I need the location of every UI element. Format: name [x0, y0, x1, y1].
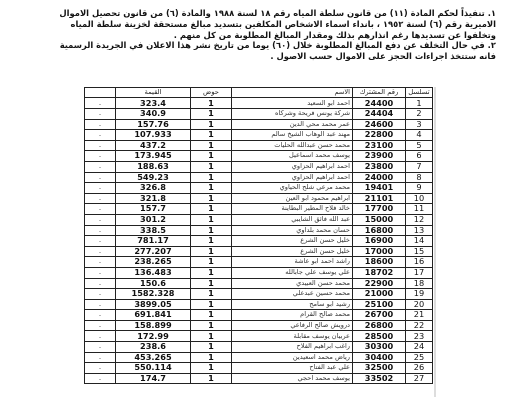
cell-name: مهند عبد الوهاب الشيخ سالم — [232, 130, 353, 141]
cell-name: علي يوسف علي جابالله — [232, 267, 353, 278]
cell-seq: 5 — [406, 140, 433, 151]
table-row — [85, 204, 433, 215]
cell-name: محمد حسين عبدعلي — [232, 289, 353, 300]
cell-seq: 10 — [406, 193, 433, 204]
table-row — [85, 310, 433, 321]
cell-account: 18702 — [353, 267, 406, 278]
cell-name: رياض محمد اسعيدين — [232, 352, 353, 363]
table-row — [85, 236, 433, 247]
cell-value: 173.945 — [116, 151, 191, 162]
cell-account: 18600 — [353, 257, 406, 268]
cell-value: 172.99 — [116, 331, 191, 342]
cell-seq: 18 — [406, 278, 433, 289]
cell-name: رشيد ابو سامح — [232, 299, 353, 310]
cell-name: يوسف محمد احجي — [232, 373, 353, 384]
header-zone: حوض — [191, 88, 232, 98]
debtors-table — [84, 87, 433, 384]
table-row — [85, 193, 433, 204]
table-row — [85, 119, 433, 130]
cell-seq: 7 — [406, 161, 433, 172]
cell-value: 188.63 — [116, 161, 191, 172]
cell-seq: 26 — [406, 363, 433, 374]
cell-value: 691.841 — [116, 310, 191, 321]
cell-value: 323.4 — [116, 98, 191, 109]
cell-name: خالد فلاح المطير البطاينة — [232, 204, 353, 215]
cell-name: راغب ابراهيم الفلاح — [232, 342, 353, 353]
header-mark — [85, 88, 116, 98]
cell-name: علي عبد الفتاح — [232, 363, 353, 374]
cell-mark: ـ — [85, 140, 116, 151]
cell-zone: 1 — [191, 151, 232, 162]
cell-name: خليل حسن الشرع — [232, 246, 353, 257]
table-row — [85, 98, 433, 109]
cell-mark: ـ — [85, 331, 116, 342]
cell-seq: 1 — [406, 98, 433, 109]
cell-value: 301.2 — [116, 214, 191, 225]
table-row — [85, 342, 433, 353]
cell-value: 550.114 — [116, 363, 191, 374]
cell-mark: ـ — [85, 289, 116, 300]
cell-mark: ـ — [85, 342, 116, 353]
cell-account: 30400 — [353, 352, 406, 363]
cell-zone: 1 — [191, 183, 232, 194]
cell-account: 23800 — [353, 161, 406, 172]
cell-value: 107.933 — [116, 130, 191, 141]
cell-name: عمر محمد محي الدين — [232, 119, 353, 130]
cell-seq: 15 — [406, 246, 433, 257]
cell-seq: 23 — [406, 331, 433, 342]
cell-seq: 9 — [406, 183, 433, 194]
cell-zone: 1 — [191, 130, 232, 141]
cell-account: 21000 — [353, 289, 406, 300]
cell-name: شركة يونس فريحة وشركاه — [232, 109, 353, 120]
table-row — [85, 225, 433, 236]
cell-mark: ـ — [85, 352, 116, 363]
cell-seq: 25 — [406, 352, 433, 363]
cell-zone: 1 — [191, 246, 232, 257]
cell-zone: 1 — [191, 172, 232, 183]
cell-mark: ـ — [85, 320, 116, 331]
cell-value: 781.17 — [116, 236, 191, 247]
cell-name: خليل حسن الشرع — [232, 236, 353, 247]
cell-account: 32500 — [353, 363, 406, 374]
cell-zone: 1 — [191, 363, 232, 374]
intro-paragraph-2: ٢. في حال التخلف عن دفع المبالغ المطلوبة خلال (٦٠) يوما من تاريخ نشر هذا الاعلان في الجريدة الرسمية فانه ستتخذ اجراءات الحجز على الاموال حسب الاصول . — [59, 40, 496, 62]
cell-mark: ـ — [85, 236, 116, 247]
cell-mark: ـ — [85, 225, 116, 236]
table-body — [85, 98, 433, 384]
cell-value: 136.483 — [116, 267, 191, 278]
table-row — [85, 161, 433, 172]
cell-value: 340.9 — [116, 109, 191, 120]
cell-zone: 1 — [191, 267, 232, 278]
table-row — [85, 140, 433, 151]
cell-name: عربيان يوسف مقابلة — [232, 331, 353, 342]
cell-seq: 20 — [406, 299, 433, 310]
cell-account: 19401 — [353, 183, 406, 194]
cell-name: عبد الله فائق الشايبي — [232, 214, 353, 225]
cell-seq: 21 — [406, 310, 433, 321]
cell-mark: ـ — [85, 363, 116, 374]
cell-seq: 17 — [406, 267, 433, 278]
cell-value: 238.265 — [116, 257, 191, 268]
cell-account: 24600 — [353, 119, 406, 130]
cell-account: 26700 — [353, 310, 406, 321]
cell-seq: 14 — [406, 236, 433, 247]
table-row — [85, 363, 433, 374]
cell-mark: ـ — [85, 98, 116, 109]
cell-account: 22900 — [353, 278, 406, 289]
table-header-row — [85, 88, 433, 98]
cell-zone: 1 — [191, 204, 232, 215]
intro-paragraph-1: ١. تنفيذاً لحكم المادة (١١) من قانون سلطة المياه رقم ١٨ لسنة ١٩٨٨ والمادة (٦) من قانون تحصيل الاموال الاميرية رقم (٦) لسنة ١٩٥٢ ، بانداء اسماء الاشخاص المكلفين بتسديد مبالغ مستحقة لخزينة سلطة المياه وتخلفوا عن تسديدها رغم انذارهم بذلك ومقدار المبالغ المطلوبة من كل منهم . — [59, 8, 496, 40]
cell-account: 23100 — [353, 140, 406, 151]
cell-zone: 1 — [191, 278, 232, 289]
cell-zone: 1 — [191, 119, 232, 130]
table-row — [85, 331, 433, 342]
cell-value: 437.2 — [116, 140, 191, 151]
cell-mark: ـ — [85, 257, 116, 268]
cell-value: 158.899 — [116, 320, 191, 331]
cell-value: 238.6 — [116, 342, 191, 353]
cell-account: 33502 — [353, 373, 406, 384]
cell-value: 174.7 — [116, 373, 191, 384]
cell-account: 23900 — [353, 151, 406, 162]
cell-seq: 22 — [406, 320, 433, 331]
cell-mark: ـ — [85, 161, 116, 172]
cell-seq: 16 — [406, 257, 433, 268]
cell-zone: 1 — [191, 289, 232, 300]
cell-value: 321.8 — [116, 193, 191, 204]
cell-zone: 1 — [191, 257, 232, 268]
cell-value: 157.7 — [116, 204, 191, 215]
table-row — [85, 130, 433, 141]
header-seq: تسلسل — [406, 88, 433, 98]
cell-zone: 1 — [191, 310, 232, 321]
cell-seq: 19 — [406, 289, 433, 300]
cell-mark: ـ — [85, 172, 116, 183]
cell-name: راشد احمد ابو عاشة — [232, 257, 353, 268]
cell-value: 157.76 — [116, 119, 191, 130]
cell-seq: 2 — [406, 109, 433, 120]
cell-value: 3899.05 — [116, 299, 191, 310]
table-row — [85, 278, 433, 289]
cell-name: محمد حسن العبيدي — [232, 278, 353, 289]
cell-mark: ـ — [85, 109, 116, 120]
cell-seq: 12 — [406, 214, 433, 225]
table-row — [85, 183, 433, 194]
cell-name: محمد حسن عبدالله الحليات — [232, 140, 353, 151]
cell-mark: ـ — [85, 119, 116, 130]
cell-mark: ـ — [85, 183, 116, 194]
cell-mark: ـ — [85, 151, 116, 162]
cell-account: 26800 — [353, 320, 406, 331]
cell-account: 22800 — [353, 130, 406, 141]
cell-seq: 11 — [406, 204, 433, 215]
cell-name: احمد ابراهيم الحزاوي — [232, 161, 353, 172]
cell-account: 16800 — [353, 225, 406, 236]
table-row — [85, 246, 433, 257]
table-row — [85, 289, 433, 300]
cell-account: 16900 — [353, 236, 406, 247]
cell-zone: 1 — [191, 98, 232, 109]
cell-seq: 24 — [406, 342, 433, 353]
cell-name: ابراهيم محمود ابو العين — [232, 193, 353, 204]
table-row — [85, 257, 433, 268]
cell-zone: 1 — [191, 109, 232, 120]
cell-value: 338.5 — [116, 225, 191, 236]
cell-mark: ـ — [85, 310, 116, 321]
table-row — [85, 151, 433, 162]
header-value: القيمة — [116, 88, 191, 98]
table-row — [85, 267, 433, 278]
cell-account: 24000 — [353, 172, 406, 183]
cell-account: 24404 — [353, 109, 406, 120]
cell-zone: 1 — [191, 193, 232, 204]
cell-mark: ـ — [85, 214, 116, 225]
table-row — [85, 214, 433, 225]
cell-account: 17700 — [353, 204, 406, 215]
table-row — [85, 109, 433, 120]
table-row — [85, 373, 433, 384]
cell-account: 15000 — [353, 214, 406, 225]
table-row — [85, 172, 433, 183]
cell-mark: ـ — [85, 130, 116, 141]
cell-zone: 1 — [191, 214, 232, 225]
header-name: الاسم — [232, 88, 353, 98]
cell-name: احمد ابراهيم الحزاوي — [232, 172, 353, 183]
cell-zone: 1 — [191, 236, 232, 247]
cell-zone: 1 — [191, 225, 232, 236]
cell-mark: ـ — [85, 373, 116, 384]
cell-account: 28500 — [353, 331, 406, 342]
cell-account: 25100 — [353, 299, 406, 310]
header-account: رقم المشترك — [353, 88, 406, 98]
cell-value: 549.23 — [116, 172, 191, 183]
cell-name: حسان محمد بلداوي — [232, 225, 353, 236]
cell-name: محمد مرعي شلح الحياوي — [232, 183, 353, 194]
cell-name: محمد صالح القرام — [232, 310, 353, 321]
cell-name: احمد ابو السعيد — [232, 98, 353, 109]
cell-zone: 1 — [191, 373, 232, 384]
cell-seq: 6 — [406, 151, 433, 162]
cell-value: 453.265 — [116, 352, 191, 363]
cell-zone: 1 — [191, 342, 232, 353]
cell-mark: ـ — [85, 267, 116, 278]
cell-zone: 1 — [191, 140, 232, 151]
cell-account: 30300 — [353, 342, 406, 353]
cell-zone: 1 — [191, 320, 232, 331]
cell-zone: 1 — [191, 352, 232, 363]
table-row — [85, 352, 433, 363]
table-row — [85, 299, 433, 310]
table-row — [85, 320, 433, 331]
cell-zone: 1 — [191, 299, 232, 310]
cell-mark: ـ — [85, 246, 116, 257]
cell-value: 277.207 — [116, 246, 191, 257]
cell-value: 1582.328 — [116, 289, 191, 300]
cell-seq: 3 — [406, 119, 433, 130]
cell-value: 150.6 — [116, 278, 191, 289]
cell-seq: 8 — [406, 172, 433, 183]
cell-mark: ـ — [85, 299, 116, 310]
cell-zone: 1 — [191, 161, 232, 172]
cell-seq: 13 — [406, 225, 433, 236]
cell-account: 24400 — [353, 98, 406, 109]
cell-zone: 1 — [191, 331, 232, 342]
cell-seq: 4 — [406, 130, 433, 141]
cell-mark: ـ — [85, 204, 116, 215]
cell-name: يوسف محمد اسماعيل — [232, 151, 353, 162]
scan-shadow — [434, 87, 436, 397]
cell-seq: 27 — [406, 373, 433, 384]
cell-mark: ـ — [85, 193, 116, 204]
cell-value: 326.8 — [116, 183, 191, 194]
intro-text — [50, 8, 496, 62]
cell-account: 21101 — [353, 193, 406, 204]
cell-mark: ـ — [85, 278, 116, 289]
cell-name: درويش صالح الرفاعي — [232, 320, 353, 331]
cell-account: 17000 — [353, 246, 406, 257]
